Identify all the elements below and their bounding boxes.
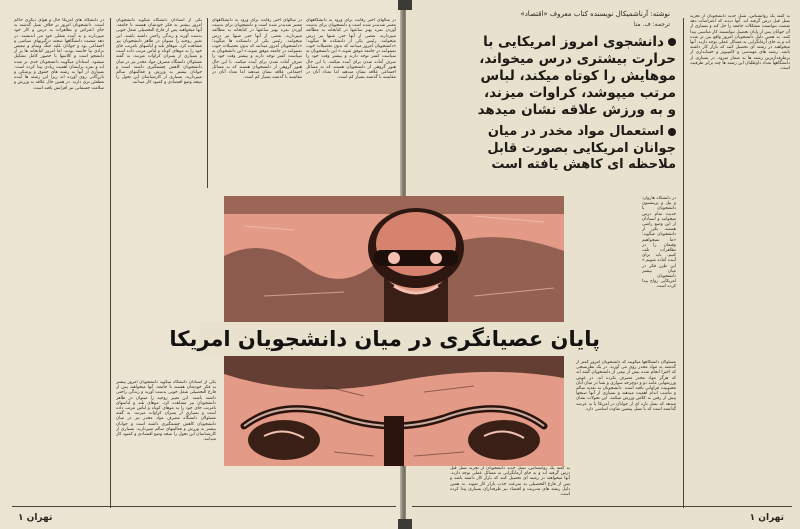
bullet-icon [668,38,676,46]
left-column-3: در سالهای اخیر رقابت برای ورود به دانشگاههای معتبر شدیدتر شده است و دانشجویان برای بدست آوردن نمره بهتر ساعتها در کتابخانه به مطالعه میپردازند. بعضی از آنها حتی شبها نیز درس میخوانند. رئیس یکی از دانشکده ها میگوید: «دانشجویان امروز میدانند که بدون تحصیلات خوب نمیتوانند در جامعه موفق شوند.» این دانشجویان به سیاست کمتر توجه دارند و بیشتر وقت خود را صرف آماده شدن برای آینده میکنند. با این حال هنوز گروهی از دانشجویان هستند که به مسائل اجتماعی علاقه نشان میدهند اما تعداد آنان در مقایسه با گذشته بسیار کم است. [212,18,302,81]
headline-1-line: موهایش را کوتاه میکند، لباس [480,68,676,84]
headline-2-line: استعمال مواد مخدر در میان [466,124,676,141]
translator-credit: ترجمه: ف. منا [633,21,670,28]
footer-rule [12,506,396,507]
right-column-4: به گفته یک روانشناس، نسل جدید دانشجویان از تجربه نسل قبل درس گرفته اند و به جای آرمانگرایی به مسائل عملی توجه دارند. آنها میخواهند در رشته ای تحصیل کنند که بازار کار داشته باشد و پس از فارغ التحصیلی به سرعت جذب بازار کار شوند. به همین دلیل رشته های مدیریت و اقتصاد نیز طرفداران بسیاری پیدا کرده است. [450,466,570,498]
goggles-shape [374,250,458,266]
bullet-icon [668,128,676,136]
headline-1-line: حرارت بیشتری درس میخواند، [479,51,676,67]
column-divider [683,18,684,508]
headline-1-line: و به ورزش علاقه نشان میدهد [477,102,676,118]
cyclist-photo [224,196,564,322]
page-tear [398,0,412,10]
headline-1-line: دانشجوی امروز امریکایی با [466,34,676,51]
cyclist-helmet-image [224,196,564,322]
footer-rule [412,506,792,507]
headline-2-line: ملاحظه ای کاهش یافته است [491,157,676,172]
left-column-5: یکی از استادان دانشگاه میگوید دانشجویان امروز بیشتر به فکر خودشان هستند تا جامعه. آنها میخواهند پس از فارغ التحصیلی شغل خوبی بدست آورند و زندگی راحتی داشته باشند. این تغییر روحیه را میتوان در ظاهر دانشجویان نیز مشاهده کرد. موهای بلند و لباسهای نامرتب جای خود را به موهای کوتاه و لباس مرتب داده است و بسیاری از پسران کراوات میزنند. به گفته مسئولان دانشگاه مصرف مواد مخدر نیز در میان دانشجویان کاهش چشمگیری داشته است و جوانان بیشتر به ورزش و فعالیتهای سالم میپردازند. بسیاری از کارشناسان این تحول را نتیجه وضع اقتصادی و کمبود کار میدانند. [116,380,216,443]
byline: نوشته: آرناشمیکال نویسنده کتاب معروف «اقتصاد» [520,10,670,18]
article-title: پایان عصیانگری در میان دانشجویان امریکا [200,322,600,356]
bicycle-photo [224,356,564,466]
headline-1 [466,34,676,119]
right-column-2: مسئولان دانشگاهها میگویند که دانشجویان امروز کمتر از گذشته به مواد مخدر روی می آورند. در یک نظرسنجی که اخیرا انجام شده بیش از نیمی از دانشجویان گفته اند که هرگز مواد مخدر مصرف نکرده اند. در عوض ورزشهایی مانند دو و دوچرخه سواری و شنا در میان آنان محبوبیت فراوانی یافته است. دانشجویان به تغذیه سالم و تناسب اندام اهمیت میدهند و بسیاری از آنها صبحها پیش از رفتن به کلاس ورزش میکنند. این تحولات نشان میدهد که نسل تازه ای از جوانان در امریکا پا به عرصه گذاشته است که با نسل پیشین تفاوت اساسی دارد. [576,360,676,412]
column-divider [110,18,111,508]
left-column-2: یکی از استادان دانشگاه میگوید دانشجویان امروز بیشتر به فکر خودشان هستند تا جامعه. آنها میخواهند پس از فارغ التحصیلی شغل خوبی بدست آورند و زندگی راحتی داشته باشند. این تغییر روحیه را میتوان در ظاهر دانشجویان نیز مشاهده کرد. موهای بلند و لباسهای نامرتب جای خود را به موهای کوتاه و لباس مرتب داده است و بسیاری از پسران کراوات میزنند. به گفته مسئولان دانشگاه مصرف مواد مخدر نیز در میان دانشجویان کاهش چشمگیری داشته است و جوانان بیشتر به ورزش و فعالیتهای سالم میپردازند. بسیاری از کارشناسان این تحول را نتیجه وضع اقتصادی و کمبود کار میدانند. [116,18,202,86]
right-column-3: در دانشگاه هاروارد و ییل و پرینستون دانشجویان با جدیت تمام درس میخوانند و استادان از این وضع راضی هستند. یکی از دانشجویان میگوید: «ما نمیخواهیم وقتمان را در تظاهرات تلف کنیم، باید برای آینده آماده شویم.» این طرز فکر در میان بیشتر دانشجویان امریکایی رواج پیدا کرده است. [642,196,676,290]
left-column-1: در دانشگاه های امریکا حال و هوای دیگری حاکم است. دانشجویان امروز بر خلاف نسل گذشته به جای اعتراض و تظاهرات به درس و کار خود میپردازند و به آینده شغلی خود می اندیشند. در دهه شصت دانشگاهها صحنه درگیریهای سیاسی و اجتماعی بود و جوانان علیه جنگ ویتنام و تبعیض نژادی بپا خاسته بودند. اما امروز کتابخانه ها پر از دانشجو است و کلاسها با حضور کامل تشکیل میشود. استادان میگویند دانشجویان جدی تر شده اند و نمره برایشان اهمیت زیادی پیدا کرده است. بسیاری از آنها به رشته های حقوق و پزشکی و بازرگانی روی آورده اند زیرا این رشته ها آینده مطمئن تری دارند. در همین حال علاقه به ورزش و سلامت جسمانی نیز افزایش یافته است. [14,18,104,91]
column-divider [207,18,208,188]
footer-magazine-name-right: تهران ۱ [749,513,784,523]
footer-magazine-name-left: تهران ۱ [18,513,53,523]
left-column-4: در سالهای اخیر رقابت برای ورود به دانشگاههای معتبر شدیدتر شده است و دانشجویان برای بدست آوردن نمره بهتر ساعتها در کتابخانه به مطالعه میپردازند. بعضی از آنها حتی شبها نیز درس میخوانند. رئیس یکی از دانشکده ها میگوید: «دانشجویان امروز میدانند که بدون تحصیلات خوب نمیتوانند در جامعه موفق شوند.» این دانشجویان به سیاست کمتر توجه دارند و بیشتر وقت خود را صرف آماده شدن برای آینده میکنند. با این حال هنوز گروهی از دانشجویان هستند که به مسائل اجتماعی علاقه نشان میدهند اما تعداد آنان در مقایسه با گذشته بسیار کم است. [306,18,396,81]
headline-2 [466,124,676,174]
right-column-1: به گفته یک روانشناس، نسل جدید دانشجویان از تجربه نسل قبل درس گرفته اند. آنها دیدند که اعتراضات دهه شصت نتوانست مشکلات جامعه را حل کند و بسیاری از آن جوانان پس از پایان تحصیل نتوانستند کار مناسبی پیدا کنند. به همین دلیل دانشجویان امروز واقع بین تر شده اند و به جای آرمانگرایی به مسائل عملی توجه دارند. آنها میخواهند در رشته ای تحصیل کنند که بازار کار داشته باشد. رشته های مهندسی و کامپیوتر و حسابداری از پرطرفدارترین رشته ها به شمار میرود. در بسیاری از دانشگاهها تعداد داوطلبان این رشته ها چند برابر ظرفیت است. [690,14,790,72]
bicycle-handlebars-image [224,356,564,466]
headline-2-line: جوانان امریکایی بصورت قابل [487,140,676,156]
page-tear [398,519,412,529]
headline-1-line: مرتب میپوشد، کراوات میزند، [484,85,676,101]
